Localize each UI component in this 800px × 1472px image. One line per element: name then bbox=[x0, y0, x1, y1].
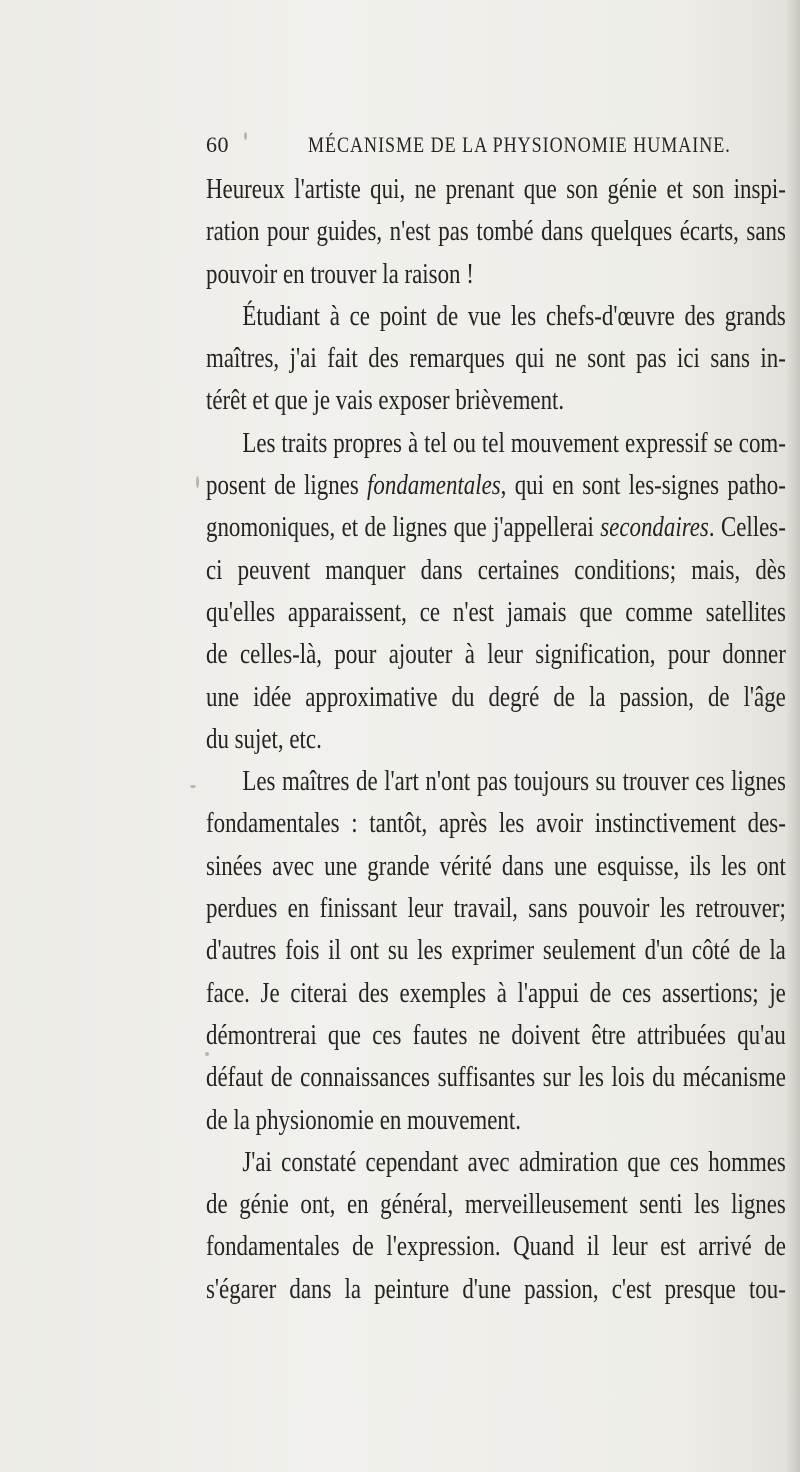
body-text bbox=[206, 168, 786, 1310]
page-number: 60 bbox=[206, 132, 229, 157]
text-run: . Celles- bbox=[708, 511, 786, 544]
paper-speck bbox=[196, 476, 199, 488]
text-line: térêt et que je vais exposer brièvement. bbox=[206, 384, 565, 417]
text-line: fondamentales de l'expression. Quand il leur est arrivé de bbox=[206, 1230, 786, 1263]
text-line: Les traits propres à tel ou tel mouvement expressif se com- bbox=[242, 426, 786, 459]
text-line-mixed bbox=[206, 506, 786, 548]
italic-term: fondamentales bbox=[367, 469, 501, 502]
text-line: fondamentales : tantôt, après les avoir instinctivement des- bbox=[206, 807, 786, 840]
text-line: s'égarer dans la peinture d'une passion, c'est presque tou- bbox=[206, 1272, 786, 1305]
text-line: face. Je citerai des exemples à l'appui de ces assertions; je bbox=[206, 976, 786, 1009]
paper-speck bbox=[190, 785, 196, 788]
text-line: de génie ont, en général, merveilleusement senti les lignes bbox=[206, 1188, 786, 1221]
text-line: du sujet, etc. bbox=[206, 722, 322, 755]
paper-speck bbox=[205, 1052, 209, 1056]
text-line: Les maîtres de l'art n'ont pas toujours su trouver ces lignes bbox=[242, 765, 786, 798]
text-line: Heureux l'artiste qui, ne prenant que son génie et son inspi- bbox=[206, 173, 786, 205]
text-line: sinées avec une grande vérité dans une esquisse, ils les ont bbox=[206, 849, 786, 882]
page-header bbox=[206, 126, 731, 166]
text-run: posent de lignes bbox=[206, 469, 368, 502]
text-line: ration pour guides, n'est pas tombé dans quelques écarts, sans bbox=[206, 215, 786, 248]
text-line: pouvoir en trouver la raison ! bbox=[206, 257, 474, 290]
text-run: gnomoniques, et de lignes que j'appellerai bbox=[206, 511, 601, 544]
text-line: perdues en finissant leur travail, sans pouvoir les retrouver; bbox=[206, 892, 786, 925]
text-line: de la physionomie en mouvement. bbox=[206, 1103, 521, 1136]
text-line: maîtres, j'ai fait des remarques qui ne sont pas ici sans in- bbox=[206, 342, 786, 375]
text-line: Étudiant à ce point de vue les chefs-d'œuvre des grands bbox=[242, 299, 786, 332]
running-head: MÉCANISME DE LA PHYSIONOMIE HUMAINE. bbox=[308, 132, 731, 157]
text-line: ci peuvent manquer dans certaines conditions; mais, dès bbox=[206, 553, 786, 586]
text-line: qu'elles apparaissent, ce n'est jamais que comme satellites bbox=[206, 595, 786, 628]
text-line: démontrerai que ces fautes ne doivent être attribuées qu'au bbox=[206, 1018, 786, 1051]
text-line: J'ai constaté cependant avec admiration que ces hommes bbox=[242, 1145, 786, 1178]
text-line: une idée approximative du degré de la passion, de l'âge bbox=[206, 680, 786, 713]
text-line: d'autres fois il ont su les exprimer seulement d'un côté de la bbox=[206, 934, 786, 967]
text-line-mixed bbox=[206, 464, 786, 506]
italic-term: secondaires bbox=[600, 511, 709, 544]
text-run: , qui en sont les-signes patho- bbox=[500, 469, 786, 502]
paper-speck bbox=[244, 132, 247, 140]
text-line: de celles-là, pour ajouter à leur signification, pour donner bbox=[206, 638, 786, 671]
text-line: défaut de connaissances suffisantes sur les lois du mécanisme bbox=[206, 1061, 786, 1094]
